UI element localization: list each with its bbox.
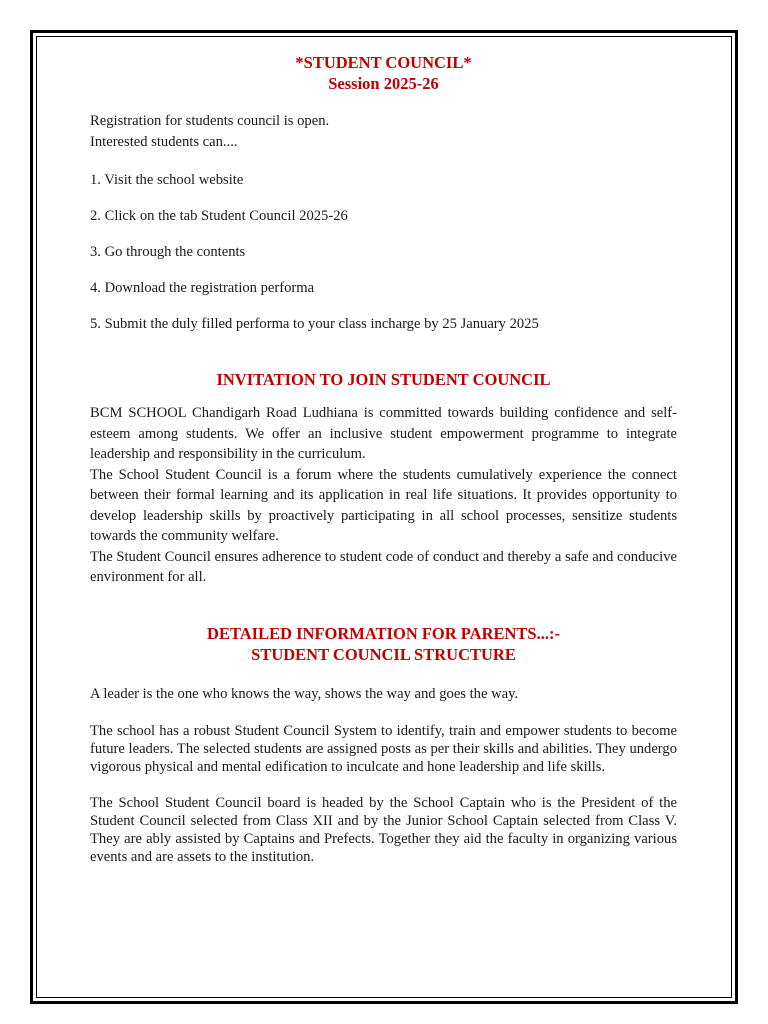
structure-paragraph: The school has a robust Student Council System to identify, train and empower students to become future leaders. The selected students are assigned posts as per their skills and abilities. They undergo vigorous physical and mental edification to inculcate and hone leadership and life skills. [90, 722, 677, 775]
registration-step: 4. Download the registration performa [90, 280, 315, 296]
registration-step: 3. Go through the contents [90, 244, 246, 260]
registration-open-text: Registration for students council is open. [90, 113, 330, 129]
invitation-heading: INVITATION TO JOIN STUDENT COUNCIL [216, 370, 551, 389]
invitation-paragraph: BCM SCHOOL Chandigarh Road Ludhiana is committed towards building confidence and self-esteem among students. We offer an inclusive student empowerment programme to integrate leadership and responsibility in the curriculum. [90, 405, 677, 462]
document-body [90, 52, 677, 866]
session-subtitle: Session 2025-26 [328, 74, 439, 93]
parents-info-heading: DETAILED INFORMATION FOR PARENTS...:- [207, 623, 560, 643]
registration-step: 2. Click on the tab Student Council 2025-26 [90, 208, 348, 224]
registration-intro-text: Interested students can.... [90, 134, 238, 150]
structure-paragraph: The School Student Council board is headed by the School Captain who is the President of the Student Council selected from Class XII and by the Junior School Captain selected from Class V. They are ably assisted by Captains and Prefects. Together they aid the faculty in organizing various events and are assets to the institution. [90, 794, 677, 865]
leader-quote: A leader is the one who knows the way, shows the way and goes the way. [90, 685, 519, 702]
document-title: *STUDENT COUNCIL* [295, 53, 472, 72]
invitation-paragraph: The Student Council ensures adherence to student code of conduct and thereby a safe and conducive environment for all. [90, 548, 677, 585]
invitation-paragraph: The School Student Council is a forum where the students cumulatively experience the connect between their formal learning and its application in real life situations. It provides opportunity to develop leadership skills by proactively participating in all school processes, sensitize students towards the community welfare. [90, 466, 677, 544]
registration-step: 5. Submit the duly filled performa to your class incharge by 25 January 2025 [90, 316, 539, 332]
council-structure-heading: STUDENT COUNCIL STRUCTURE [251, 644, 516, 664]
registration-step: 1. Visit the school website [90, 172, 244, 188]
